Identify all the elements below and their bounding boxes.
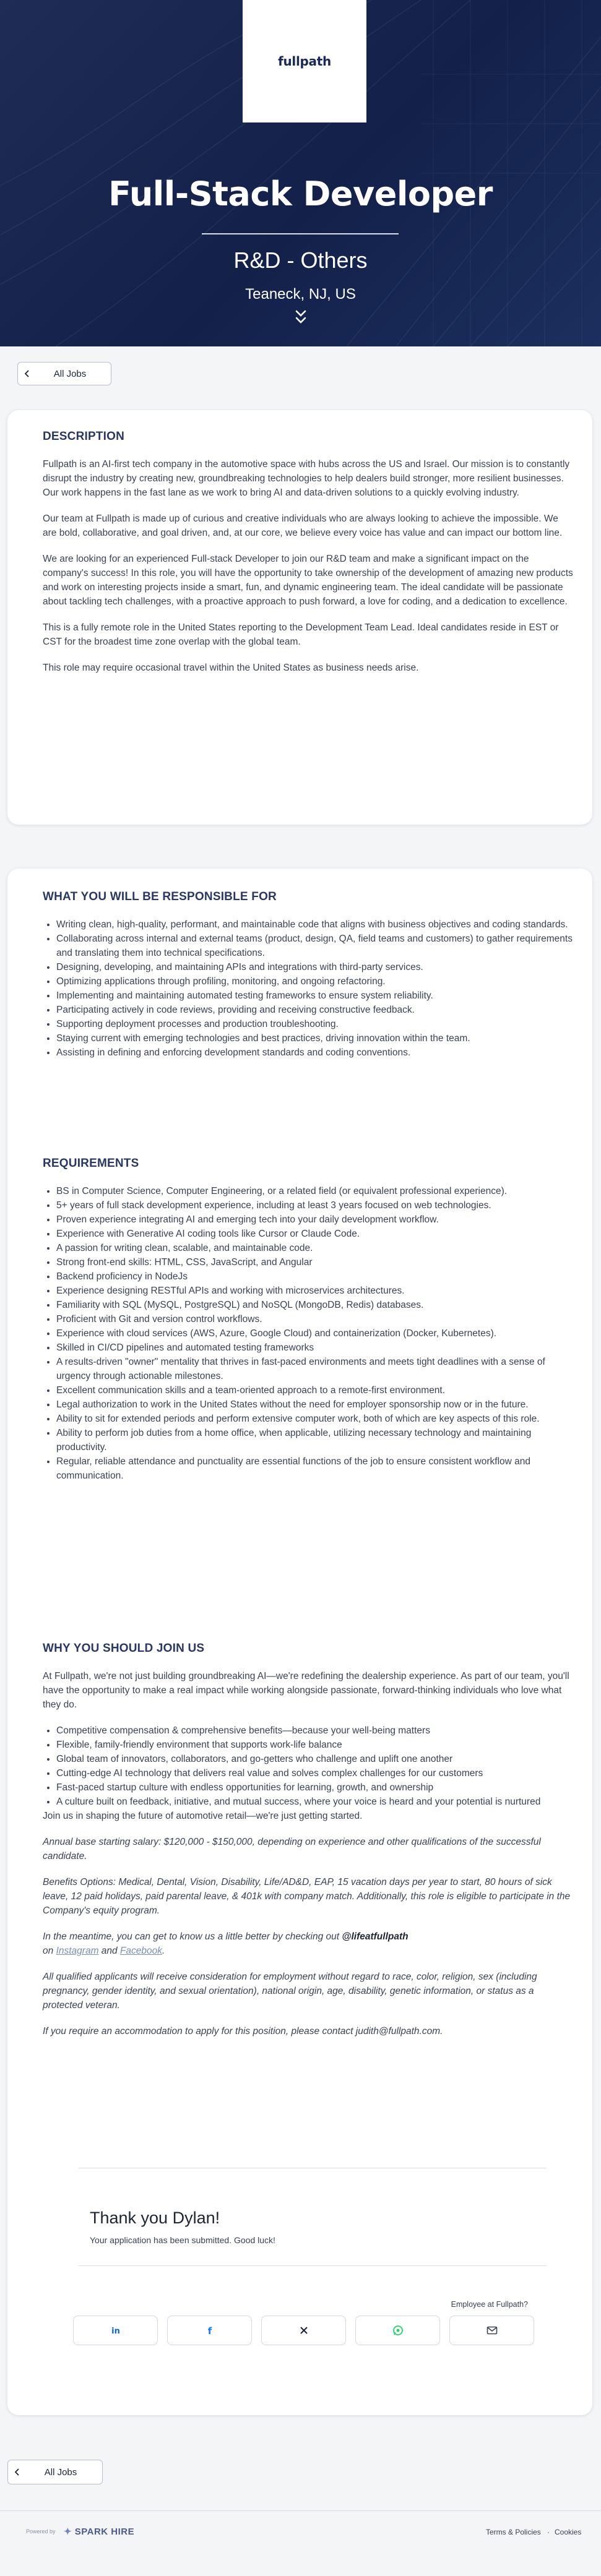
- list-item: • Skilled in CI/CD pipelines and automated testing frameworks: [56, 1341, 573, 1355]
- description-paragraph: We are looking for an experienced Full-stack Developer to join our R&D team and make a significant impact on the company's success! In this role, you will have the opportunity to take ownership of the development of amazing new products and work on interesting projects inside a smart, fun, and dynamic engineering team. The ideal candidate will be passionate about tackling tech challenges, with a proactive approach to push forward, a love for coding, and a dedication to excellence.: [43, 554, 573, 607]
- list-item: • Proficient with Git and version control workflows.: [56, 1312, 573, 1326]
- job-location: Teaneck, NJ, US: [245, 286, 356, 303]
- all-jobs-button-bottom[interactable]: [7, 2460, 103, 2484]
- all-jobs-label: All Jobs: [44, 2467, 77, 2478]
- list-item: • Experience designing RESTful APIs and working with microservices architectures.: [56, 1284, 573, 1298]
- list-item: • A results-driven "owner" mentality that thrives in fast-paced environments and meets tight deadlines with a sense of urgency through actionable milestones.: [56, 1355, 573, 1383]
- facebook-link[interactable]: Facebook: [119, 1946, 163, 1956]
- requirements-list: [43, 1184, 573, 1483]
- list-item: • Cutting-edge AI technology that delivers real value and solves complex challenges for our customers: [56, 1766, 573, 1780]
- share-whatsapp-button[interactable]: [355, 2316, 440, 2345]
- list-item: • Experience with Generative AI coding tools like Cursor or Claude Code.: [56, 1227, 573, 1241]
- list-item: • Optimizing applications through profiling, monitoring, and ongoing refactoring.: [56, 974, 573, 989]
- share-email-button[interactable]: [449, 2316, 534, 2345]
- social-text-period: .: [162, 1946, 165, 1956]
- job-department: R&D - Others: [233, 247, 368, 273]
- list-item: • Implementing and maintaining automated testing frameworks to ensure system reliability.: [56, 989, 573, 1003]
- list-item: • Staying current with emerging technologies and best practices, driving innovation within the team.: [56, 1031, 573, 1045]
- list-item: • Supporting deployment processes and production troubleshooting.: [56, 1017, 573, 1031]
- list-item: • Backend proficiency in NodeJs: [56, 1269, 573, 1284]
- job-title: Full-Stack Developer: [108, 174, 493, 213]
- requirements-heading: REQUIREMENTS: [43, 1157, 139, 1170]
- svg-text:in: in: [111, 2327, 120, 2335]
- company-logo-text: fullpath: [278, 54, 331, 69]
- list-item: • Experience with cloud services (AWS, Azure, Google Cloud) and containerization (Docker, Kubernetes).: [56, 1326, 573, 1341]
- social-handle: @lifeatfullpath: [342, 1931, 409, 1942]
- chevron-left-icon: [8, 2468, 27, 2476]
- powered-by-label: Powered by: [26, 2528, 56, 2535]
- list-item: • Flexible, family-friendly environment that supports work-life balance: [56, 1738, 573, 1752]
- thank-you-subtitle: Your application has been submitted. Good luck!: [90, 2235, 275, 2245]
- list-item: • Excellent communication skills and a team-oriented approach to a remote-first environment.: [56, 1383, 573, 1397]
- why-join-closing: Join us in shaping the future of automotive retail—we're just getting started.: [43, 1811, 363, 1821]
- whatsapp-icon: [392, 2325, 404, 2336]
- list-item: • 5+ years of full stack development experience, including at least 3 years focused on web technologies.: [56, 1198, 573, 1213]
- share-facebook-button[interactable]: [167, 2316, 252, 2345]
- email-icon: [486, 2326, 498, 2335]
- thank-you-title: Thank you Dylan!: [90, 2209, 220, 2227]
- description-card: [7, 410, 592, 825]
- list-item: • Legal authorization to work in the United States without the need for employer sponsorship now or in the future.: [56, 1397, 573, 1412]
- list-item: • Collaborating across internal and external teams (product, design, QA, field teams and customers) to gather requirements and translating them into technical specifications.: [56, 932, 573, 960]
- list-item: • A passion for writing clean, scalable, and maintainable code.: [56, 1241, 573, 1255]
- why-join-section: [43, 1642, 573, 2038]
- responsibilities-section: [43, 890, 573, 1060]
- list-item: • Ability to sit for extended periods and perform extensive computer work, both of which are key aspects of this role.: [56, 1412, 573, 1426]
- linkedin-icon: [111, 2325, 121, 2335]
- eeo-statement: All qualified applicants will receive consideration for employment without regard to race, color, religion, sex (including pregnancy, gender identity, and sexual orientation), national origin, age, disability, genetic information, or status as a protected veteran.: [43, 1972, 537, 2011]
- details-card: [7, 869, 592, 2415]
- list-item: • Ability to perform job duties from a home office, when applicable, utilizing necessary technology and maintaining productivity.: [56, 1426, 573, 1454]
- social-text-on: on: [43, 1946, 56, 1956]
- spark-hire-logo-text: SPARK HIRE: [74, 2527, 135, 2537]
- hero-banner: [0, 0, 601, 346]
- list-item: • Strong front-end skills: HTML, CSS, JavaScript, and Angular: [56, 1255, 573, 1269]
- share-x-button[interactable]: [261, 2316, 346, 2345]
- list-item: • Competitive compensation & comprehensive benefits—because your well-being matters: [56, 1724, 573, 1738]
- hero-divider: [202, 233, 399, 234]
- list-item: • Participating actively in code reviews, providing and receiving constructive feedback.: [56, 1003, 573, 1017]
- x-icon: [300, 2326, 308, 2335]
- chevron-left-icon: [18, 370, 37, 377]
- description-paragraph: This is a fully remote role in the United States reporting to the Development Team Lead. Ideal candidates reside in EST or CST for the broadest time zone overlap with the global team.: [43, 622, 559, 647]
- list-item: • Proven experience integrating AI and emerging tech into your daily development workflow.: [56, 1213, 573, 1227]
- list-item: • Familiarity with SQL (MySQL, PostgreSQL) and NoSQL (MongoDB, Redis) databases.: [56, 1298, 573, 1312]
- description-paragraph: This role may require occasional travel within the United States as business needs arise.: [43, 663, 419, 673]
- instagram-link[interactable]: Instagram: [56, 1946, 99, 1956]
- list-item: • Global team of innovators, collaborators, and go-getters who challenge and uplift one another: [56, 1752, 573, 1766]
- footer-separator: ·: [547, 2528, 550, 2536]
- list-item: • BS in Computer Science, Computer Engineering, or a related field (or equivalent professional experience).: [56, 1184, 573, 1198]
- description-heading: DESCRIPTION: [43, 430, 125, 443]
- list-item: • Writing clean, high-quality, performant, and maintainable code that aligns with business objectives and coding standards.: [56, 917, 573, 932]
- list-item: • Regular, reliable attendance and punctuality are essential functions of the job to ensure consistent workflow and communication.: [56, 1454, 573, 1483]
- all-jobs-button[interactable]: [17, 362, 111, 385]
- all-jobs-label: All Jobs: [53, 368, 87, 379]
- why-join-heading: WHY YOU SHOULD JOIN US: [43, 1642, 205, 1655]
- responsibilities-list: [43, 917, 573, 1060]
- spark-hire-logo-mark: ✦: [64, 2527, 72, 2537]
- svg-text:f: f: [207, 2325, 212, 2335]
- list-item: • Designing, developing, and maintaining APIs and integrations with third-party services.: [56, 960, 573, 974]
- thank-you-bottom-divider: [79, 2265, 547, 2266]
- social-text-and: and: [98, 1946, 120, 1956]
- description-paragraph: Fullpath is an AI-first tech company in the automotive space with hubs across the US and Israel. Our mission is to constantly disrupt the industry by creating new, groundbreaking technologies to help dealers build stronger, more resilient businesses. Our work happens in the fast lane as we work to bring AI and data-driven solutions to a quickly evolving industry.: [43, 459, 570, 498]
- footer-divider: [0, 2510, 601, 2511]
- social-text-lead: In the meantime, you can get to know us a little better by checking out: [43, 1931, 342, 1942]
- responsibilities-heading: WHAT YOU WILL BE RESPONSIBLE FOR: [43, 890, 277, 903]
- social-text: [43, 1930, 573, 1958]
- employee-link[interactable]: Employee at Fullpath?: [451, 2300, 528, 2309]
- company-logo: [243, 0, 366, 122]
- spark-hire-logo[interactable]: [64, 2526, 134, 2537]
- cookies-link[interactable]: Cookies: [555, 2528, 582, 2536]
- salary-text: Annual base starting salary: $120,000 - $150,000, depending on experience and other qualifications of the successful candidate.: [43, 1837, 541, 1861]
- why-join-intro: At Fullpath, we're not just building groundbreaking AI—we're redefining the dealership experience. As part of our team, you'll have the opportunity to make a real impact while working alongside passionate, forward-thinking individuals who love what they do.: [43, 1671, 569, 1710]
- list-item: • Assisting in defining and enforcing development standards and coding conventions.: [56, 1045, 573, 1060]
- description-paragraph: Our team at Fullpath is made up of curious and creative individuals who are always looking to achieve the impossible. We are bold, collaborative, and goal driven, and, at our core, we believe every voice has value and can impact our bottom line.: [43, 513, 563, 538]
- facebook-icon: [205, 2325, 214, 2335]
- accommodation-text: If you require an accommodation to apply for this position, please contact judith@fullpath.com.: [43, 2026, 443, 2037]
- requirements-section: [43, 1157, 573, 1483]
- list-item: • Fast-paced startup culture with endless opportunities for learning, growth, and ownership: [56, 1780, 573, 1795]
- benefits-list: [43, 1724, 573, 1809]
- scroll-down-icon[interactable]: [294, 308, 308, 327]
- share-linkedin-button[interactable]: [73, 2316, 158, 2345]
- terms-link[interactable]: Terms & Policies: [486, 2528, 541, 2536]
- benefit-options-text: Benefits Options: Medical, Dental, Vision, Disability, Life/AD&D, EAP, 15 vacation days per year to start, 80 hours of sick leave, 12 paid holidays, paid parental leave, & 401k with company match. Additionally, this role is eligible to participate in the Company's equity program.: [43, 1877, 571, 1916]
- list-item: • A culture built on feedback, initiative, and mutual success, where your voice is heard and your potential is nurtured: [56, 1795, 573, 1809]
